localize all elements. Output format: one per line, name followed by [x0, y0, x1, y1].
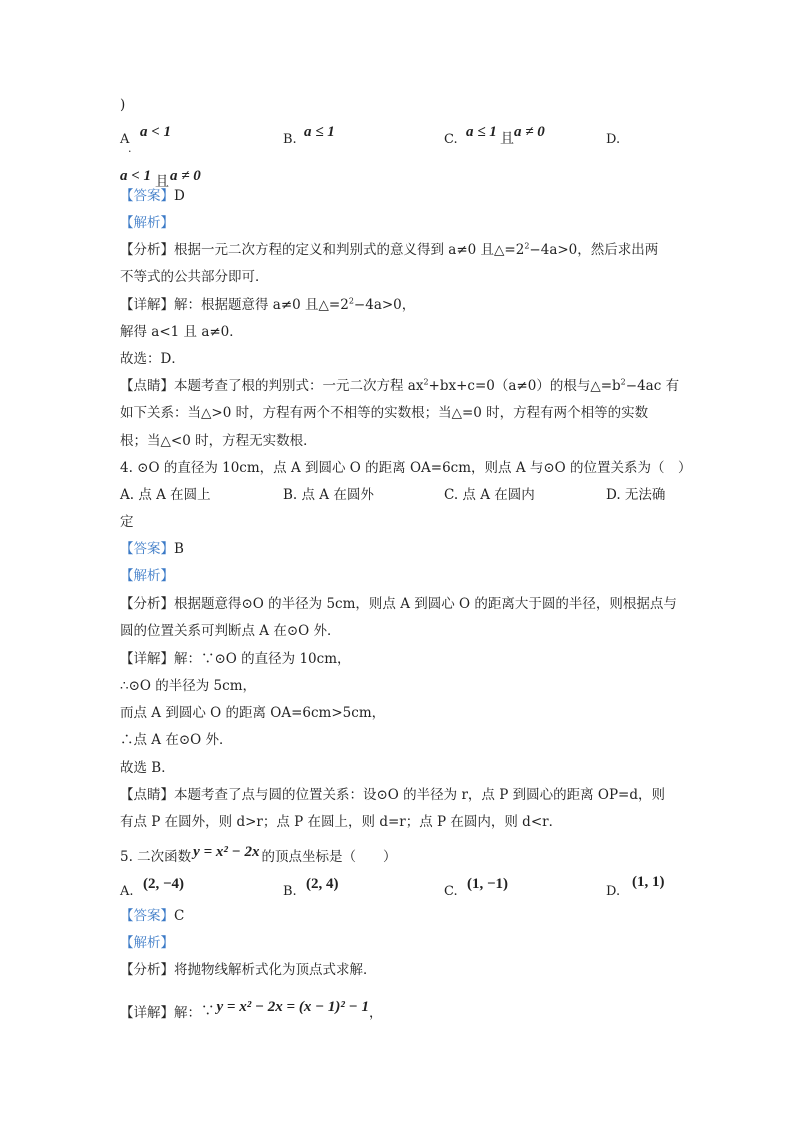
- q3-option-a-dot: .: [128, 142, 132, 155]
- q5-option-d-math: (1, 1): [632, 874, 665, 890]
- q3-option-d-label: D.: [606, 132, 621, 147]
- q3-option-b-label: B.: [283, 132, 297, 147]
- answer-tag: 【答案】: [120, 541, 174, 557]
- q3-xiangjie-line-1: [120, 296, 415, 314]
- q3-option-b-math: a ≤ 1: [304, 124, 335, 140]
- xiangjie-tag: 【详解】: [120, 297, 174, 313]
- xiangjie-text-cont: −4a>0，: [353, 297, 416, 313]
- q3-answer-line: [120, 187, 185, 205]
- q5-option-b-math: (2, 4): [306, 876, 339, 892]
- q3-dianjing-line-1: [120, 377, 679, 395]
- q3-option-c-math2: a ≠ 0: [514, 124, 545, 140]
- xiangjie-tag: 【详解】: [120, 651, 174, 667]
- q5-option-b-label: B.: [283, 884, 297, 899]
- dianjing-tag: 【点睛】: [120, 787, 174, 803]
- q4-xiangjie-line-3: 而点 A 到圆心 O 的距离 OA=6cm>5cm，: [120, 705, 386, 721]
- q5-option-a-math: (2, −4): [143, 876, 185, 892]
- xiangjie-text: 解：: [174, 1005, 201, 1021]
- q5-answer-line: [120, 907, 184, 925]
- q3-xiangjie-line-2: 解得 a<1 且 a≠0．: [120, 324, 243, 340]
- q4-analysis-tag: 【解析】: [120, 568, 174, 584]
- xiangjie-text: 解：∵⊙O 的直径为 10cm，: [174, 651, 351, 667]
- q3-paren-close: ): [120, 97, 126, 113]
- q4-option-d-cont: 定: [120, 514, 134, 530]
- q3-option-c-and: 且: [500, 131, 514, 147]
- comma: ，: [369, 1005, 383, 1021]
- q4-xiangjie-line-5: 故选 B．: [120, 760, 175, 776]
- q3-option-c-math1: a ≤ 1: [466, 124, 497, 140]
- dianjing-text-cont: +bx+c=0（a≠0）的根与△=b: [428, 378, 621, 394]
- answer-tag: 【答案】: [120, 188, 174, 204]
- q4-fenxi-line-1: [120, 595, 677, 613]
- answer-value: B: [174, 541, 184, 557]
- superscript: 2: [423, 377, 429, 387]
- q5-stem: [120, 844, 397, 866]
- q5-fenxi-line-1: [120, 961, 377, 979]
- answer-value: D: [174, 188, 185, 204]
- answer-value: C: [174, 908, 185, 924]
- q5-option-a-label: A.: [120, 884, 134, 899]
- fenxi-text: 根据一元二次方程的定义和判别式的意义得到 a≠0 且△=2: [174, 242, 525, 258]
- q5-option-c-label: C.: [444, 884, 458, 899]
- q4-option-a: A. 点 A 在圆上: [120, 487, 211, 503]
- q5-option-c-math: (1, −1): [467, 876, 509, 892]
- xiangjie-math: y = x² − 2x = (x − 1)² − 1: [216, 999, 370, 1015]
- q4-fenxi-line-2: 圆的位置关系可判断点 A 在⊙O 外．: [120, 623, 341, 639]
- q4-xiangjie-line-2: ∴⊙O 的半径为 5cm，: [120, 678, 257, 694]
- dianjing-text-end: −4ac 有: [625, 378, 680, 394]
- q3-dianjing-line-3: 根；当△<0 时，方程无实数根．: [120, 433, 317, 449]
- q3-xiangjie-line-3: 故选：D．: [120, 351, 185, 367]
- stem-math: y = x² − 2x: [193, 844, 260, 860]
- q5-xiangjie-line-1: [120, 999, 383, 1022]
- q4-option-d: D. 无法确: [606, 487, 666, 503]
- q3-option-c-label: C.: [444, 132, 458, 147]
- q3-analysis-tag: 【解析】: [120, 215, 174, 231]
- fenxi-text: 将抛物线解析式化为顶点式求解．: [174, 962, 377, 978]
- q3-option-a-label: A: [120, 132, 130, 147]
- q4-option-c: C. 点 A 在圆内: [444, 487, 535, 503]
- superscript: 2: [524, 241, 530, 251]
- q3-fenxi-line-2: 不等式的公共部分即可．: [120, 269, 269, 285]
- q4-xiangjie-line-1: [120, 650, 351, 668]
- q3-option-a-math: a < 1: [140, 124, 172, 140]
- superscript: 2: [348, 296, 354, 306]
- q3-fenxi-line-1: [120, 241, 658, 259]
- stem-text: 5. 二次函数: [120, 849, 192, 865]
- q4-xiangjie-line-4: ∴点 A 在⊙O 外．: [120, 732, 233, 748]
- fenxi-text: 根据题意得⊙O 的半径为 5cm，则点 A 到圆心 O 的距离大于圆的半径，则根据点与: [174, 596, 677, 612]
- q3-option-d-math2: a ≠ 0: [170, 168, 201, 184]
- q5-option-d-label: D.: [606, 884, 621, 899]
- q3-option-d-and: 且: [155, 174, 169, 190]
- fenxi-text-cont: −4a>0，然后求出两: [529, 242, 659, 258]
- fenxi-tag: 【分析】: [120, 962, 174, 978]
- dianjing-text: 本题考查了点与圆的位置关系：设⊙O 的半径为 r，点 P 到圆心的距离 OP=d，则: [174, 787, 665, 803]
- stem-text-cont: 的顶点坐标是（ ）: [261, 849, 397, 865]
- answer-tag: 【答案】: [120, 908, 174, 924]
- q5-analysis-tag: 【解析】: [120, 935, 174, 951]
- q4-dianjing-line-2: 有点 P 在圆外，则 d>r；点 P 在圆上，则 d=r；点 P 在圆内，则 d<r．: [120, 814, 563, 830]
- because-symbol: ∵: [201, 1003, 215, 1019]
- fenxi-tag: 【分析】: [120, 596, 174, 612]
- q4-stem: 4. ⊙O 的直径为 10cm，点 A 到圆心 O 的距离 OA=6cm，则点 A 与⊙O 的位置关系为（ ）: [120, 460, 692, 476]
- q4-option-b: B. 点 A 在圆外: [283, 487, 374, 503]
- q3-option-d-math1: a < 1: [120, 168, 152, 184]
- superscript: 2: [620, 377, 626, 387]
- xiangjie-tag: 【详解】: [120, 1005, 174, 1021]
- q4-answer-line: [120, 540, 184, 558]
- dianjing-tag: 【点睛】: [120, 378, 174, 394]
- q4-dianjing-line-1: [120, 786, 665, 804]
- dianjing-text: 本题考查了根的判别式：一元二次方程 ax: [174, 378, 424, 394]
- q3-dianjing-line-2: 如下关系：当△>0 时，方程有两个不相等的实数根；当△=0 时，方程有两个相等的实数: [120, 405, 649, 421]
- fenxi-tag: 【分析】: [120, 242, 174, 258]
- xiangjie-text: 解：根据题意得 a≠0 且△=2: [174, 297, 349, 313]
